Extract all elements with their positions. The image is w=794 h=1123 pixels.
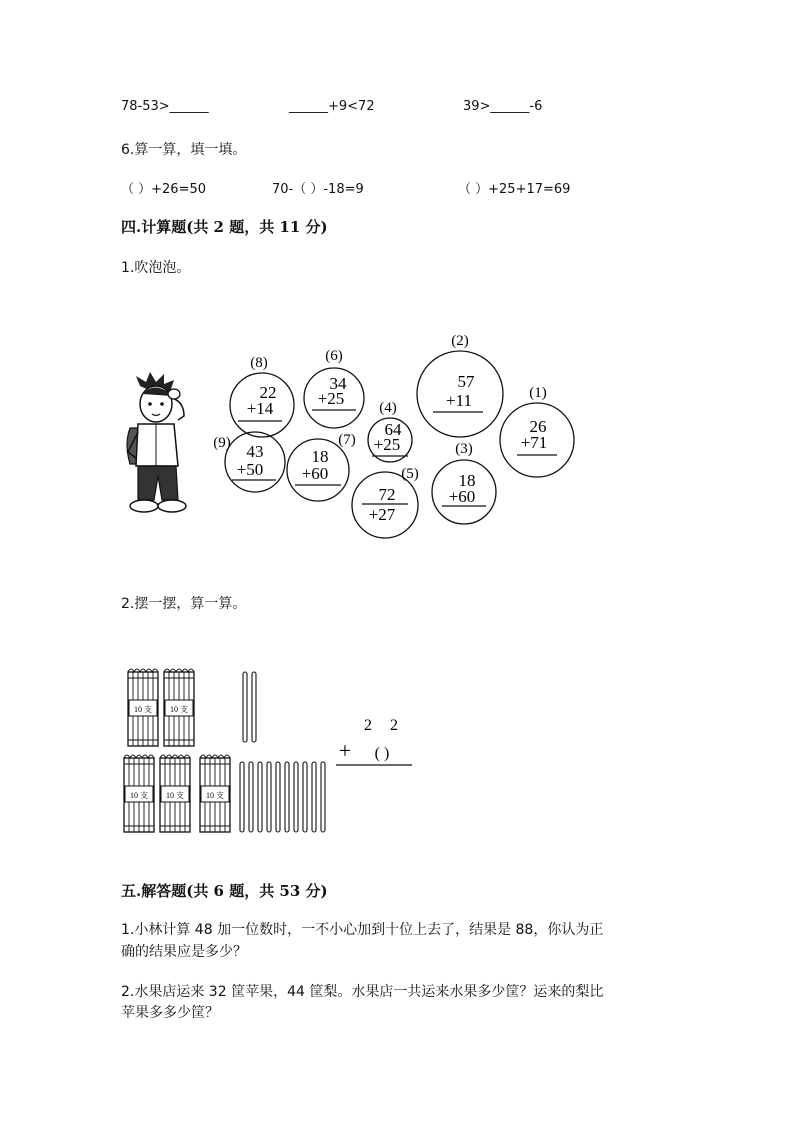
bubble-top: 72 bbox=[378, 485, 396, 504]
bubble-bottom: +71 bbox=[520, 433, 548, 452]
bubble-top: 34 bbox=[329, 374, 347, 393]
bubble-1 bbox=[500, 385, 574, 477]
plus-sign: + bbox=[338, 738, 352, 763]
bubble-9 bbox=[213, 432, 285, 492]
bubble-label: (2) bbox=[451, 333, 469, 349]
fill-item-2: ______+9<72 bbox=[289, 99, 375, 114]
vertical-addition bbox=[330, 708, 420, 772]
bubble-top: 57 bbox=[457, 372, 475, 391]
bundle-ten-3 bbox=[124, 755, 154, 832]
bubble-label: (4) bbox=[379, 400, 397, 416]
q6-title: 6.算一算，填一填。 bbox=[121, 142, 247, 158]
q5-1-line1: 1.小林计算 48 加一位数时，一不小心加到十位上去了，结果是 88，你认为正 bbox=[121, 922, 604, 938]
bubble-bottom: +60 bbox=[448, 487, 476, 506]
bubbles-area bbox=[200, 320, 590, 550]
single-stick bbox=[267, 762, 271, 832]
bubble-bottom: +27 bbox=[368, 505, 396, 524]
q4-1-title: 1.吹泡泡。 bbox=[121, 260, 191, 276]
single-stick bbox=[312, 762, 316, 832]
bubble-bottom: +60 bbox=[301, 464, 329, 483]
bundle-label: 10 支 bbox=[130, 791, 148, 800]
bubble-bottom: +14 bbox=[246, 399, 274, 418]
bubble-top: 26 bbox=[529, 417, 547, 436]
bubble-3 bbox=[432, 441, 496, 524]
single-stick bbox=[303, 762, 307, 832]
q6-item-2: 70-（ ）-18=9 bbox=[272, 182, 364, 197]
bubble-4 bbox=[368, 400, 412, 462]
bubble-bottom: +50 bbox=[236, 460, 264, 479]
q4-2-title: 2.摆一摆，算一算。 bbox=[121, 596, 247, 612]
bubble-8 bbox=[230, 355, 294, 437]
addend-ones: 2 bbox=[390, 717, 398, 734]
bubble-label: (8) bbox=[250, 355, 268, 371]
addend-tens: 2 bbox=[364, 717, 372, 734]
q5-2-line1: 2.水果店运来 32 筐苹果，44 筐梨。水果店一共运来水果多少筐？运来的梨比 bbox=[121, 984, 604, 1000]
bubble-label: (7) bbox=[338, 432, 356, 448]
section4-heading: 四.计算题(共 2 题，共 11 分) bbox=[121, 218, 328, 236]
bubble-bottom: +11 bbox=[446, 391, 472, 410]
single-stick bbox=[243, 672, 247, 742]
single-stick bbox=[294, 762, 298, 832]
fill-item-3: 39>______-6 bbox=[463, 99, 543, 114]
bubble-label: (6) bbox=[325, 348, 343, 364]
bubble-top: 18 bbox=[458, 471, 476, 490]
single-stick bbox=[285, 762, 289, 832]
bubble-label: (5) bbox=[401, 466, 419, 482]
bundle-label: 10 支 bbox=[166, 791, 184, 800]
bundle-label: 10 支 bbox=[206, 791, 224, 800]
fill-item-1: 78-53>______ bbox=[121, 99, 209, 114]
bubble-top: 18 bbox=[311, 447, 329, 466]
single-stick bbox=[240, 762, 244, 832]
bundle-ten-4 bbox=[160, 755, 190, 832]
single-stick bbox=[321, 762, 325, 832]
single-stick bbox=[252, 672, 256, 742]
single-stick bbox=[276, 762, 280, 832]
answer-blank: ( ) bbox=[374, 745, 390, 762]
bubble-top: 64 bbox=[384, 420, 402, 439]
boy-illustration bbox=[122, 372, 192, 524]
bubble-6 bbox=[304, 348, 364, 428]
bubble-label: (9) bbox=[213, 435, 231, 451]
bubble-top: 22 bbox=[259, 383, 277, 402]
single-stick bbox=[258, 762, 262, 832]
q5-2-line2: 苹果多多少筐？ bbox=[121, 1005, 219, 1021]
bundle-ten-2 bbox=[164, 669, 194, 746]
q6-item-1: （ ）+26=50 bbox=[121, 182, 207, 197]
bubble-7 bbox=[287, 432, 356, 501]
bundle-ten-1 bbox=[128, 669, 158, 746]
bubble-top: 43 bbox=[246, 442, 264, 461]
section5-heading: 五.解答题(共 6 题，共 53 分) bbox=[121, 882, 328, 900]
bundle-label: 10 支 bbox=[134, 705, 152, 714]
bubble-label: (3) bbox=[455, 441, 473, 457]
bubble-label: (1) bbox=[529, 385, 547, 401]
single-stick bbox=[249, 762, 253, 832]
bundle-ten-5 bbox=[200, 755, 230, 832]
bubble-bottom: +25 bbox=[373, 435, 401, 454]
q5-1-line2: 确的结果应是多少？ bbox=[121, 944, 247, 960]
bubble-5 bbox=[352, 466, 419, 538]
bubble-2 bbox=[417, 333, 503, 437]
q6-item-3: （ ）+25+17=69 bbox=[458, 182, 571, 197]
bundle-label: 10 支 bbox=[170, 705, 188, 714]
bubble-bottom: +25 bbox=[317, 389, 345, 408]
